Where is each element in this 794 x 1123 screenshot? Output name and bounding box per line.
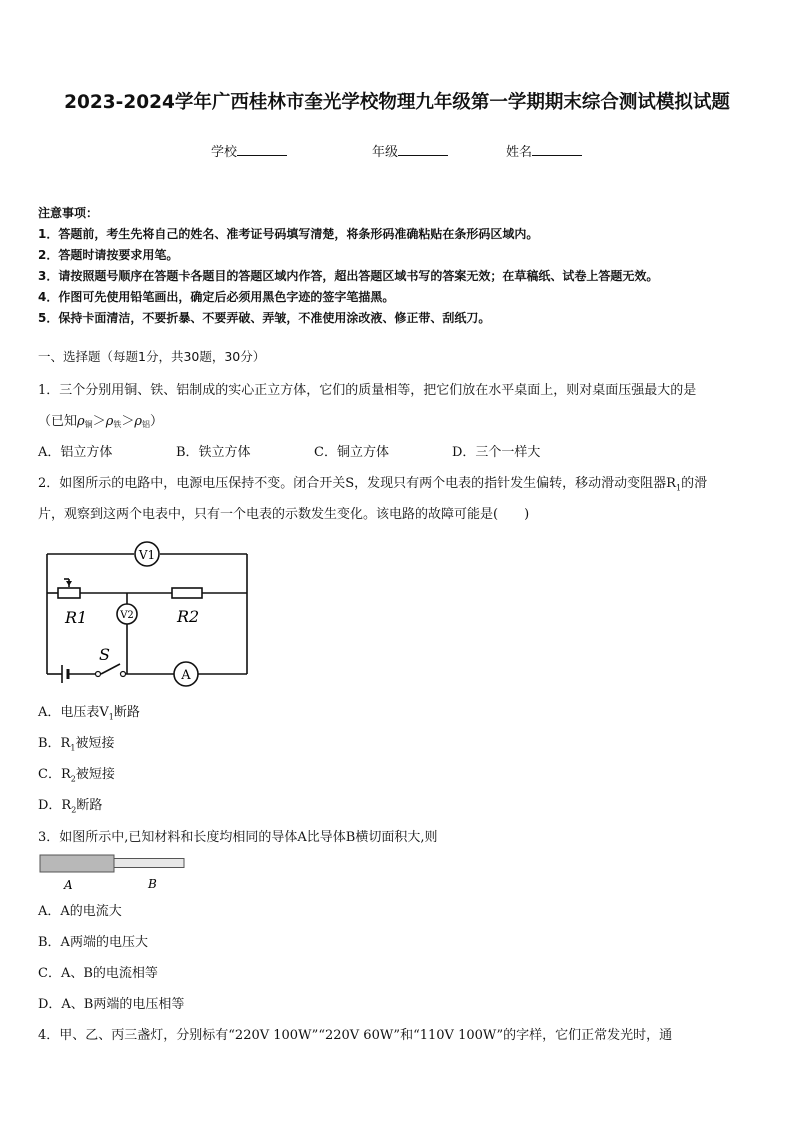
grade-label: 年级 [372,145,399,160]
rho-sub-cu: 铜 [84,420,93,429]
q3-option-b[interactable]: B．A两端的电压大 [38,935,148,950]
q2-stem-line2: 片，观察到这两个电表中，只有一个电表的示数发生变化。该电路的故障可能是( ) [38,507,530,522]
q2-option-a-sub: 1 [108,712,114,722]
q1-option-c[interactable]: C．铜立方体 [314,445,389,460]
q2-option-b[interactable] [38,732,114,753]
q2-option-a-text: A．电压表V [38,705,109,720]
q2-option-d-text: D．R [38,798,72,813]
q3-option-c[interactable]: C．A、B的电流相等 [38,966,158,981]
q3-option-a[interactable]: A．A的电流大 [38,904,122,919]
q2-option-c[interactable] [38,763,115,784]
r2-resistor [172,588,202,598]
rho-symbol: ρ [134,414,143,429]
q3-stem: 3．如图所示中,已知材料和长度均相同的导体A比导体B横切面积大,则 [38,830,438,845]
r1-label: R1 [65,608,88,627]
q1-option-b[interactable]: B．铁立方体 [176,445,251,460]
conductor-figure [38,850,188,895]
name-label: 姓名 [506,145,533,160]
school-field[interactable] [211,141,287,160]
notice-item: 5．保持卡面清洁，不要折暴、不要弄破、弄皱，不准使用涂改液、修正带、刮纸刀。 [38,311,491,325]
school-label: 学校 [211,145,238,160]
q4-stem: 4．甲、乙、丙三盏灯，分别标有“220V 100W”“220V 60W”和“110V 100W”的字样，它们正常发光时，通 [38,1028,673,1043]
switch-contact [121,672,126,677]
q2-option-c-post: 被短接 [75,767,115,782]
q2-option-b-text: B．R [38,736,71,751]
rho-symbol: ρ [77,414,85,429]
q2-option-a-post: 断路 [113,705,140,720]
v1-label: V1 [138,548,156,562]
grade-blank[interactable] [398,142,448,156]
rho-sub-fe: 铁 [113,420,122,429]
q3-option-d[interactable]: D．A、B两端的电压相等 [38,997,185,1012]
r1-resistor [58,588,80,598]
q2-option-b-post: 被短接 [75,736,115,751]
page-title: 2023-2024学年广西桂林市奎光学校物理九年级第一学期期末综合测试模拟试题 [64,92,730,113]
r2-label: R2 [177,607,200,626]
notice-item: 4．作图可先使用铅笔画出，确定后必须用黑色字迹的签字笔描黑。 [38,290,395,304]
v2-label: V2 [120,610,134,621]
q2-stem-line1 [38,472,707,493]
gt-symbol: ＞ [92,414,106,429]
rho-sub-al: 铝 [142,420,151,429]
switch-label: S [99,645,110,664]
q1-hint-close: ） [150,414,164,429]
gt-symbol: ＞ [121,414,135,429]
conductor-b-label: B [148,877,157,891]
rheostat-arrow [66,581,72,586]
q2-option-d[interactable] [38,794,102,815]
q1-option-d[interactable]: D．三个一样大 [452,445,541,460]
circuit-diagram [38,538,258,693]
q2-option-d-post: 断路 [76,798,103,813]
q2-option-b-sub: 1 [70,743,76,753]
q2-option-d-sub: 2 [71,805,77,815]
notice-item: 2．答题时请按要求用笔。 [38,248,179,262]
q1-hint [38,410,163,430]
conductor-a [40,855,114,872]
switch-blade [101,664,120,674]
notice-heading: 注意事项： [38,206,99,220]
notice-item: 1．答题前，考生先将自己的姓名、准考证号码填写清楚，将条形码准确粘贴在条形码区域内。 [38,227,539,241]
name-blank[interactable] [532,142,582,156]
switch-contact [96,672,101,677]
conductor-b [114,859,184,868]
section-heading: 一、选择题（每题1分，共30题，30分） [38,349,266,364]
rho-symbol: ρ [105,414,114,429]
name-field[interactable] [506,141,582,160]
q2-option-a[interactable] [38,701,140,722]
q2-stem-text: 2．如图所示的电路中，电源电压保持不变。闭合开关S，发现只有两个电表的指针发生偏转，移动滑动变阻器R [38,476,676,491]
grade-field[interactable] [372,141,448,160]
q2-option-c-text: C．R [38,767,71,782]
q1-option-a[interactable]: A．铝立方体 [38,445,113,460]
notice-item: 3．请按照题号顺序在答题卡各题目的答题区域内作答，超出答题区域书写的答案无效；在草稿纸、试卷上答题无效。 [38,269,659,283]
school-blank[interactable] [237,142,287,156]
q1-stem: 1．三个分别用铜、铁、铝制成的实心正立方体，它们的质量相等，把它们放在水平桌面上，则对桌面压强最大的是 [38,383,697,398]
conductor-a-label: A [64,878,73,892]
q2-option-c-sub: 2 [70,774,76,784]
q1-hint-open: （已知 [38,414,78,429]
a-label: A [181,668,191,683]
q2-stem-end: 的滑 [681,476,708,491]
q2-stem-sub: 1 [675,483,682,493]
